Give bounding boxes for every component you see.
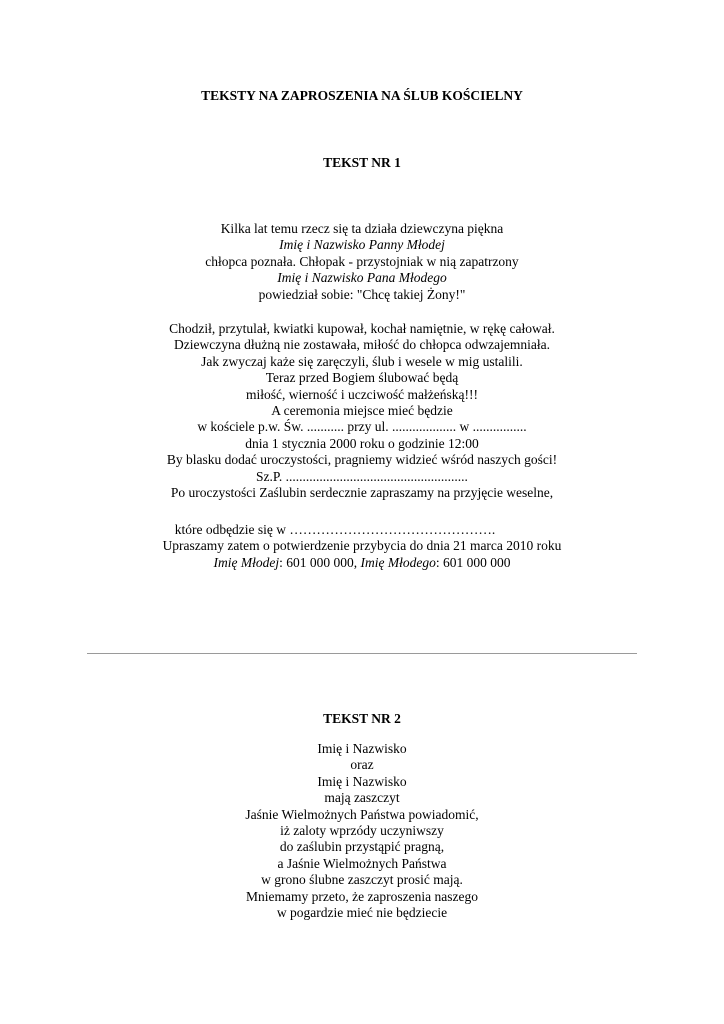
text-line: Po uroczystości Zaślubin serdecznie zapraszamy na przyjęcie weselne, (170, 485, 554, 501)
groom-contact-label: Imię Młodego (360, 554, 436, 570)
rsvp-line: Upraszamy zatem o potwierdzenie przybycia do dnia 21 marca 2010 roku (162, 538, 562, 554)
section-heading-text-1: TEKST NR 1 (323, 155, 401, 170)
section-heading-text-2: TEKST NR 2 (323, 711, 401, 726)
ceremony-date-line: dnia 1 stycznia 2000 roku o godzinie 12:00 (245, 435, 479, 451)
text-line: Dziewczyna dłużną nie zostawała, miłość do chłopca odwzajemniała. (174, 337, 550, 353)
text-line: Imię i Nazwisko (317, 773, 407, 789)
text-line: mają zaszczyt (324, 790, 400, 806)
text-line: A ceremonia miejsce mieć będzie (271, 403, 453, 419)
groom-name-placeholder: Imię i Nazwisko Pana Młodego (277, 270, 447, 286)
groom-contact-phone: : 601 000 000 (435, 554, 511, 570)
text-line: Jak zwyczaj każe się zaręczyli, ślub i wesele w mig ustalili. (201, 353, 523, 369)
section-divider (87, 653, 637, 654)
reception-venue-line: które odbędzie się w ………………………………………. (174, 522, 496, 537)
text-line: a Jaśnie Wielmożnych Państwa (277, 855, 447, 871)
text-line: w pogardzie mieć nie będziecie (276, 905, 448, 921)
text-1-intro (0, 221, 724, 303)
guest-name-line: Sz.P. ...................................................... (256, 468, 468, 484)
text-line: Teraz przed Bogiem ślubować będą (265, 370, 459, 386)
text-line: oraz (350, 757, 374, 773)
document-title: TEKSTY NA ZAPROSZENIA NA ŚLUB KOŚCIELNY (201, 88, 523, 103)
text-line: iż zaloty wprzódy uczyniwszy (280, 823, 444, 839)
text-line: chłopca poznała. Chłopak - przystojniak w nią zapatrzony (205, 253, 519, 269)
text-line: Jaśnie Wielmożnych Państwa powiadomić, (245, 806, 479, 822)
text-2-body (0, 741, 724, 921)
bride-contact-label: Imię Młodej (213, 554, 280, 570)
text-line: miłość, wierność i uczciwość małżeńską!!! (245, 386, 479, 402)
text-1-closing (0, 522, 724, 571)
text-line: Kilka lat temu rzecz się ta działa dziewczyna piękna (220, 221, 504, 236)
text-line: powiedział sobie: "Chcę takiej Żony!" (258, 286, 466, 302)
text-line: Imię i Nazwisko (317, 741, 407, 756)
text-line: Mniemamy przeto, że zaproszenia naszego (245, 888, 479, 904)
text-1-body (0, 321, 724, 501)
bride-contact-phone: : 601 000 000, (279, 554, 361, 570)
contact-line (0, 555, 724, 571)
text-line: w grono ślubne zaszczyt prosić mają. (261, 872, 463, 888)
church-address-line: w kościele p.w. Św. ........... przy ul. ................... w ................ (197, 419, 527, 435)
bride-name-placeholder: Imię i Nazwisko Panny Młodej (279, 237, 445, 253)
text-line: By blasku dodać uroczystości, pragniemy widzieć wśród naszych gości! (166, 452, 558, 468)
text-line: Chodził, przytulał, kwiatki kupował, kochał namiętnie, w rękę całował. (169, 321, 555, 336)
text-line: do zaślubin przystąpić pragną, (279, 839, 445, 855)
